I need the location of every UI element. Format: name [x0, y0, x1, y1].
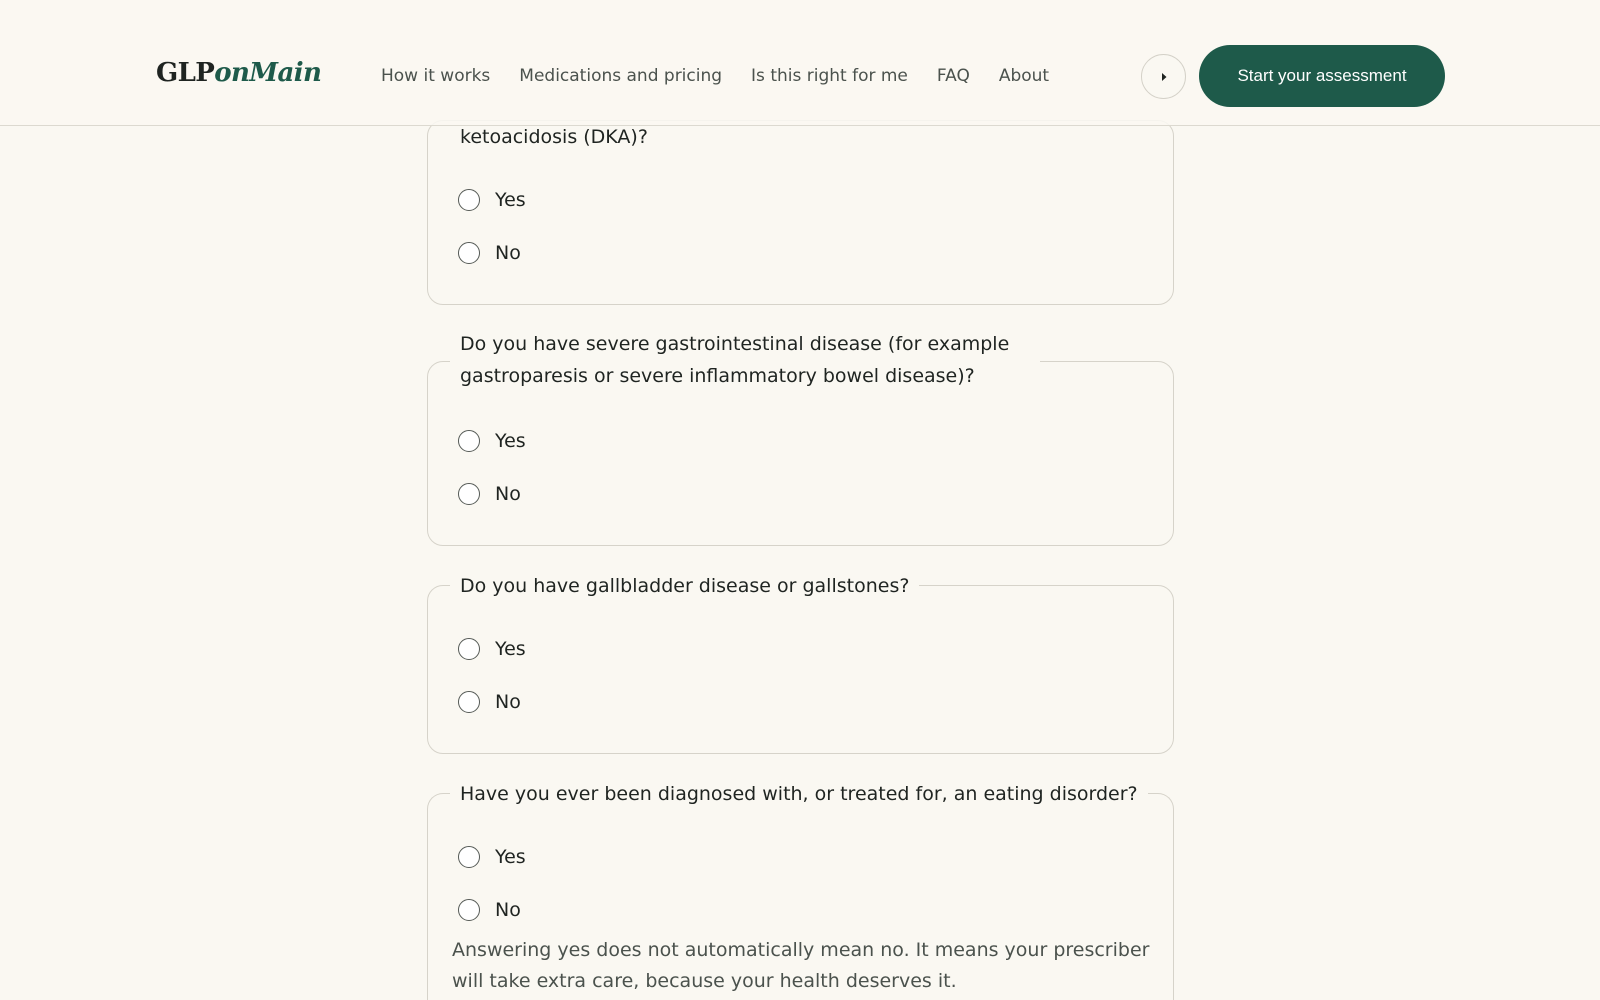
question-group-gastrointestinal	[427, 333, 1174, 546]
radio-button[interactable]	[458, 242, 480, 264]
option-label: No	[495, 691, 521, 713]
start-assessment-button[interactable]: Start your assessment	[1199, 45, 1445, 107]
nav-link-is-this-right-for-me[interactable]: Is this right for me	[751, 66, 908, 86]
option-label: Yes	[495, 846, 526, 868]
logo[interactable]	[156, 58, 321, 88]
main-nav	[381, 66, 1049, 86]
option-no[interactable]	[458, 242, 521, 264]
option-label: No	[495, 242, 521, 264]
option-label: Yes	[495, 189, 526, 211]
question-text: Do you have severe gastrointestinal disease (for example gastroparesis or severe inflammatory bowel disease)?	[450, 328, 1040, 392]
option-yes[interactable]	[458, 430, 526, 452]
option-label: No	[495, 899, 521, 921]
option-label: Yes	[495, 638, 526, 660]
eating-disorder-note: Answering yes does not automatically mean no. It means your prescriber will take extra care, because your health deserves it.	[452, 939, 1150, 992]
question-text: Have you ever been diagnosed with, or treated for, an eating disorder?	[450, 778, 1148, 810]
radio-button[interactable]	[458, 638, 480, 660]
logo-text-glp: GLP	[156, 58, 215, 88]
nav-link-faq[interactable]: FAQ	[936, 66, 970, 86]
radio-button[interactable]	[458, 846, 480, 868]
nav-link-medications-and-pricing[interactable]: Medications and pricing	[519, 66, 723, 86]
option-no[interactable]	[458, 899, 521, 921]
option-no[interactable]	[458, 483, 521, 505]
nav-link-how-it-works[interactable]: How it works	[381, 66, 491, 86]
question-text: ketoacidosis (DKA)?	[460, 126, 648, 148]
option-no[interactable]	[458, 691, 521, 713]
radio-button[interactable]	[458, 899, 480, 921]
question-group-gallbladder	[427, 575, 1174, 754]
option-label: No	[495, 483, 521, 505]
nav-link-about[interactable]: About	[998, 66, 1050, 86]
radio-button[interactable]	[458, 430, 480, 452]
option-yes[interactable]	[458, 638, 526, 660]
radio-button[interactable]	[458, 691, 480, 713]
radio-button[interactable]	[458, 189, 480, 211]
radio-button[interactable]	[458, 483, 480, 505]
site-header	[0, 0, 1600, 126]
option-yes[interactable]	[458, 846, 526, 868]
question-text: Do you have gallbladder disease or gallstones?	[450, 570, 919, 602]
menu-toggle-button[interactable]	[1141, 54, 1186, 99]
logo-text-onmain: onMain	[214, 58, 322, 88]
option-yes[interactable]	[458, 189, 526, 211]
question-group-dka	[427, 120, 1174, 305]
caret-right-icon	[1159, 72, 1169, 82]
option-label: Yes	[495, 430, 526, 452]
